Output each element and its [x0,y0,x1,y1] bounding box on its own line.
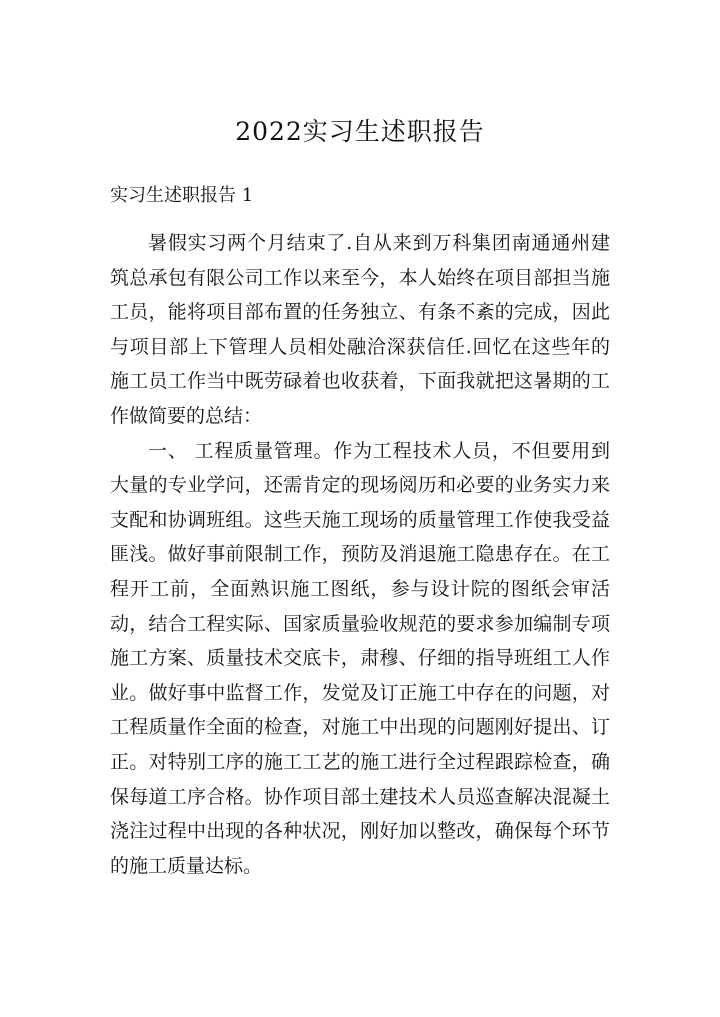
paragraph-intro: 暑假实习两个月结束了.自从来到万科集团南通通州建筑总承包有限公司工作以来至今，本人始终在项目部担当施工员，能将项目部布置的任务独立、有条不紊的完成，因此与项目部上下管理人员相处融洽深获信任.回忆在这些年的施工员工作当中既劳碌着也收获着，下面我就把这暑期的工作做简要的总结： [110,232,610,427]
paragraph-quality-management: 一、 工程质量管理。作为工程技术人员，不但要用到大量的专业学问，还需肯定的现场阅历和必要的业务实力来支配和协调班组。这些天施工现场的质量管理工作使我受益匪浅。做好事前限制工作，预防及消退施工隐患存在。在工程开工前，全面熟识施工图纸，参与设计院的图纸会审活动，结合工程实际、国家质量验收规范的要求参加编制专项施工方案、质量技术交底卡，肃穆、仔细的指导班组工人作业。做好事中监督工作，发觉及订正施工中存在的问题，对工程质量作全面的检查，对施工中出现的问题刚好提出、订正。对特别工序的施工工艺的施工进行全过程跟踪检查，确保每道工序合格。协作项目部土建技术人员巡查解决混凝土浇注过程中出现的各种状况，刚好加以整改，确保每个环节的施工质量达标。 [110,439,610,877]
document-body [110,226,610,883]
document-title: 2022实习生述职报告 [235,117,485,146]
section-heading: 实习生述职报告 1 [110,185,254,206]
